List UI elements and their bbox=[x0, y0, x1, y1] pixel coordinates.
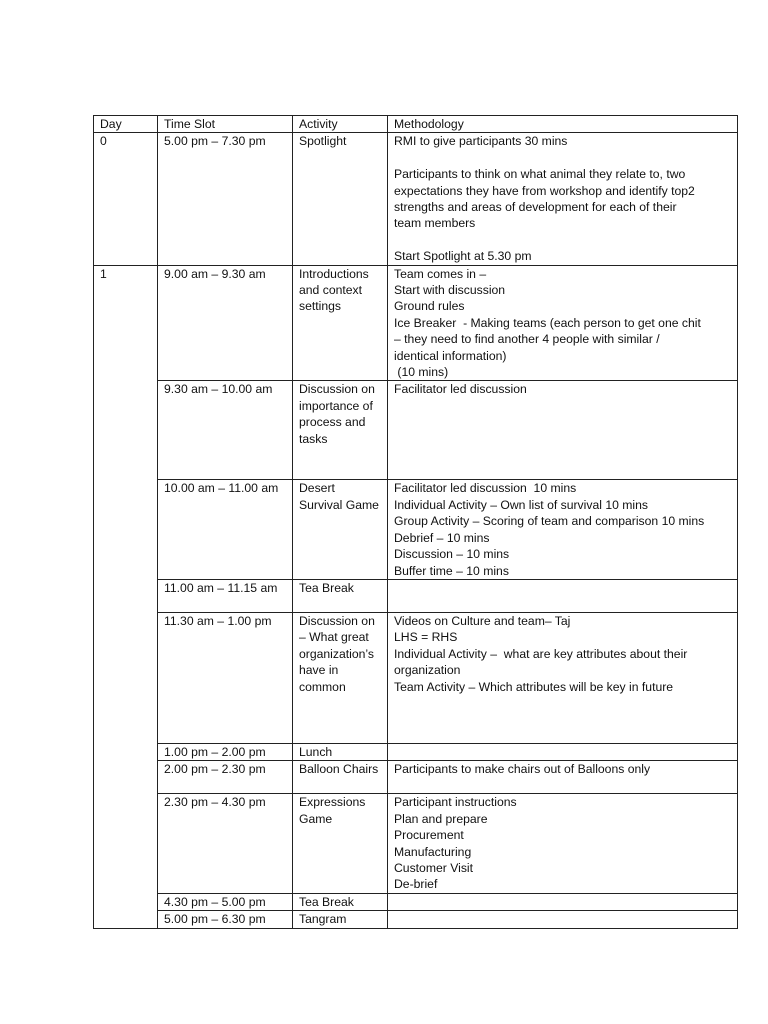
methodology-cell bbox=[388, 743, 738, 760]
methodology-cell bbox=[388, 480, 738, 579]
methodology-line: strengths and areas of development for each of their bbox=[394, 200, 677, 215]
time-slot-cell: 10.00 am – 11.00 am bbox=[158, 480, 293, 579]
day-cell bbox=[94, 893, 158, 910]
activity-cell: Discussion on importance of process and tasks bbox=[293, 381, 388, 480]
methodology-line: Participant instructions bbox=[394, 795, 517, 810]
methodology-line: Start Spotlight at 5.30 pm bbox=[394, 249, 532, 264]
methodology-line: Facilitator led discussion 10 mins bbox=[394, 481, 577, 496]
methodology-line: team members bbox=[394, 216, 476, 231]
methodology-cell bbox=[388, 265, 738, 381]
day-cell bbox=[94, 480, 158, 579]
methodology-cell bbox=[388, 381, 738, 480]
day-cell: 1 bbox=[94, 265, 158, 381]
methodology-cell bbox=[388, 612, 738, 743]
methodology-line: Start with discussion bbox=[394, 283, 506, 298]
methodology-line: Facilitator led discussion bbox=[394, 382, 527, 397]
day-cell bbox=[94, 761, 158, 794]
time-slot-cell: 1.00 pm – 2.00 pm bbox=[158, 743, 293, 760]
methodology-line: Manufacturing bbox=[394, 844, 472, 859]
methodology-line: Team Activity – Which attributes will be key in future bbox=[394, 679, 674, 694]
time-slot-cell: 11.00 am – 11.15 am bbox=[158, 579, 293, 612]
methodology-line: expectations they have from workshop and identify top2 bbox=[394, 183, 695, 198]
methodology-line bbox=[394, 150, 731, 166]
table-row bbox=[94, 579, 738, 612]
header-row bbox=[94, 116, 738, 133]
table-row bbox=[94, 794, 738, 893]
methodology-line: Group Activity – Scoring of team and comparison 10 mins bbox=[394, 514, 705, 529]
activity-cell: Lunch bbox=[293, 743, 388, 760]
activity-cell: Balloon Chairs bbox=[293, 761, 388, 794]
methodology-line: Videos on Culture and team– Taj bbox=[394, 613, 571, 628]
header-activity: Activity bbox=[293, 116, 388, 133]
table-row bbox=[94, 612, 738, 743]
header-day: Day bbox=[94, 116, 158, 133]
table-row bbox=[94, 480, 738, 579]
methodology-line: identical information) bbox=[394, 348, 507, 363]
table-row bbox=[94, 265, 738, 381]
methodology-line: Team comes in – bbox=[394, 266, 487, 281]
activity-cell: Tangram bbox=[293, 911, 388, 928]
methodology-line: RMI to give participants 30 mins bbox=[394, 134, 568, 149]
header-time-slot: Time Slot bbox=[158, 116, 293, 133]
methodology-line: Participants to think on what animal they relate to, two bbox=[394, 167, 686, 182]
methodology-line: Plan and prepare bbox=[394, 811, 488, 826]
header-methodology: Methodology bbox=[388, 116, 738, 133]
methodology-cell bbox=[388, 794, 738, 893]
methodology-cell bbox=[388, 579, 738, 612]
day-cell bbox=[94, 612, 158, 743]
time-slot-cell: 4.30 pm – 5.00 pm bbox=[158, 893, 293, 910]
activity-cell: Discussion on – What great organization’s have in common bbox=[293, 612, 388, 743]
time-slot-cell: 2.00 pm – 2.30 pm bbox=[158, 761, 293, 794]
table-row bbox=[94, 911, 738, 928]
day-cell bbox=[94, 743, 158, 760]
methodology-line: Ice Breaker - Making teams (each person to get one chit bbox=[394, 315, 701, 330]
table-row bbox=[94, 893, 738, 910]
methodology-cell bbox=[388, 911, 738, 928]
methodology-line: Customer Visit bbox=[394, 860, 474, 875]
time-slot-cell: 9.00 am – 9.30 am bbox=[158, 265, 293, 381]
day-cell bbox=[94, 911, 158, 928]
methodology-line: Buffer time – 10 mins bbox=[394, 563, 509, 578]
methodology-cell bbox=[388, 893, 738, 910]
methodology-line: Individual Activity – Own list of survival 10 mins bbox=[394, 497, 649, 512]
methodology-line: De-brief bbox=[394, 877, 438, 892]
table-row bbox=[94, 761, 738, 794]
activity-cell: Desert Survival Game bbox=[293, 480, 388, 579]
methodology-line: Participants to make chairs out of Balloons only bbox=[394, 762, 651, 777]
activity-cell: Expressions Game bbox=[293, 794, 388, 893]
table-row bbox=[94, 381, 738, 480]
activity-cell: Tea Break bbox=[293, 893, 388, 910]
methodology-cell bbox=[388, 133, 738, 265]
activity-cell: Introductions and context settings bbox=[293, 265, 388, 381]
methodology-line: Discussion – 10 mins bbox=[394, 547, 510, 562]
methodology-line: organization bbox=[394, 663, 461, 678]
table-row bbox=[94, 743, 738, 760]
methodology-line: Debrief – 10 mins bbox=[394, 530, 490, 545]
methodology-line: Procurement bbox=[394, 828, 464, 843]
time-slot-cell: 5.00 pm – 7.30 pm bbox=[158, 133, 293, 265]
day-cell bbox=[94, 794, 158, 893]
table-row bbox=[94, 133, 738, 265]
methodology-line: – they need to find another 4 people with similar / bbox=[394, 332, 660, 347]
activity-cell: Spotlight bbox=[293, 133, 388, 265]
methodology-line bbox=[394, 232, 731, 248]
methodology-line: Individual Activity – what are key attributes about their bbox=[394, 646, 688, 661]
methodology-cell bbox=[388, 761, 738, 794]
time-slot-cell: 11.30 am – 1.00 pm bbox=[158, 612, 293, 743]
schedule-table bbox=[93, 115, 738, 929]
time-slot-cell: 2.30 pm – 4.30 pm bbox=[158, 794, 293, 893]
day-cell: 0 bbox=[94, 133, 158, 265]
methodology-line: Ground rules bbox=[394, 299, 465, 314]
day-cell bbox=[94, 579, 158, 612]
time-slot-cell: 9.30 am – 10.00 am bbox=[158, 381, 293, 480]
time-slot-cell: 5.00 pm – 6.30 pm bbox=[158, 911, 293, 928]
methodology-line: LHS = RHS bbox=[394, 630, 458, 645]
methodology-line: (10 mins) bbox=[394, 365, 449, 380]
activity-cell: Tea Break bbox=[293, 579, 388, 612]
day-cell bbox=[94, 381, 158, 480]
schedule-body bbox=[94, 133, 738, 928]
